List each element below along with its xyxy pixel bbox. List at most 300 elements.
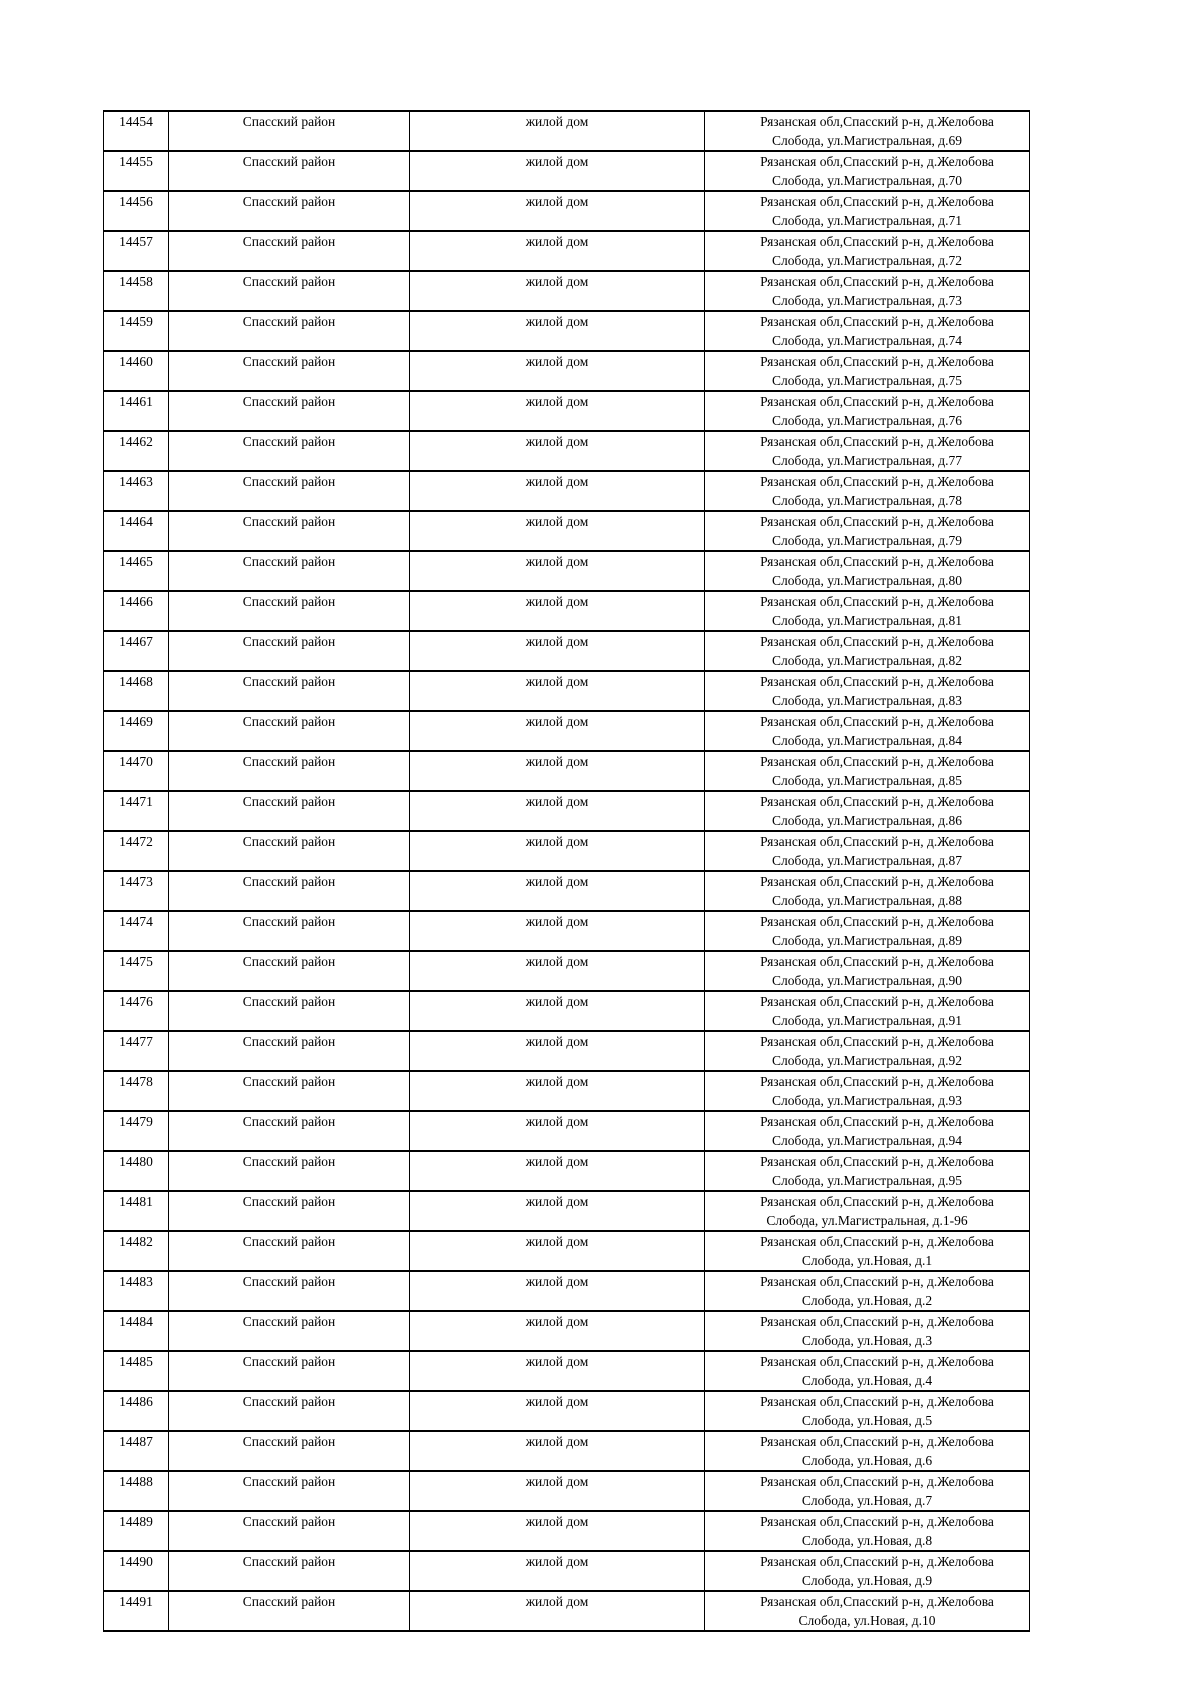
address-line-1: Рязанская обл,Спасский р-н, д.Желобова: [760, 994, 994, 1009]
table-row: [104, 871, 1030, 911]
row-number-cell: [104, 551, 169, 591]
object-type-text: жилой дом: [525, 1434, 589, 1449]
object-type-text: жилой дом: [525, 994, 589, 1009]
address-cell: [705, 471, 1030, 511]
table-row: [104, 1591, 1030, 1631]
row-number-text: 14484: [119, 1314, 153, 1329]
district-text: Спасский район: [242, 914, 336, 929]
address-cell: [705, 391, 1030, 431]
row-number-text: 14470: [119, 754, 153, 769]
address-cell: [705, 1191, 1030, 1231]
address-line-1: Рязанская обл,Спасский р-н, д.Желобова: [760, 474, 994, 489]
address-line-2: Слобода, ул.Магистральная, д.83: [771, 693, 963, 708]
district-text: Спасский район: [242, 1594, 336, 1609]
district-cell: [169, 1311, 410, 1351]
row-number-cell: [104, 831, 169, 871]
row-number-cell: [104, 1551, 169, 1591]
address-cell: [705, 1391, 1030, 1431]
address-line-1: Рязанская обл,Спасский р-н, д.Желобова: [760, 1514, 994, 1529]
object-type-cell: [410, 631, 705, 671]
object-type-cell: [410, 151, 705, 191]
table-row: [104, 1111, 1030, 1151]
object-type-cell: [410, 1591, 705, 1631]
row-number-cell: [104, 911, 169, 951]
address-cell: [705, 1071, 1030, 1111]
district-cell: [169, 231, 410, 271]
address-line-1: Рязанская обл,Спасский р-н, д.Желобова: [760, 1594, 994, 1609]
object-type-text: жилой дом: [525, 1514, 589, 1529]
district-cell: [169, 1351, 410, 1391]
address-line-2: Слобода, ул.Магистральная, д.91: [771, 1013, 963, 1028]
district-cell: [169, 1111, 410, 1151]
object-type-text: жилой дом: [525, 194, 589, 209]
district-text: Спасский район: [242, 154, 336, 169]
row-number-cell: [104, 1271, 169, 1311]
address-line-1: Рязанская обл,Спасский р-н, д.Желобова: [760, 954, 994, 969]
row-number-text: 14464: [119, 514, 153, 529]
address-cell: [705, 871, 1030, 911]
district-cell: [169, 1071, 410, 1111]
row-number-cell: [104, 1031, 169, 1071]
address-line-1: Рязанская обл,Спасский р-н, д.Желобова: [760, 874, 994, 889]
address-line-1: Рязанская обл,Спасский р-н, д.Желобова: [760, 1074, 994, 1089]
district-text: Спасский район: [242, 594, 336, 609]
district-cell: [169, 271, 410, 311]
object-type-cell: [410, 991, 705, 1031]
district-cell: [169, 871, 410, 911]
row-number-text: 14488: [119, 1474, 153, 1489]
object-type-cell: [410, 1311, 705, 1351]
address-line-1: Рязанская обл,Спасский р-н, д.Желобова: [760, 1474, 994, 1489]
row-number-text: 14472: [119, 834, 153, 849]
address-line-1: Рязанская обл,Спасский р-н, д.Желобова: [760, 394, 994, 409]
address-line-2: Слобода, ул.Новая, д.2: [801, 1293, 933, 1308]
object-type-cell: [410, 1191, 705, 1231]
table-row: [104, 791, 1030, 831]
row-number-cell: [104, 631, 169, 671]
district-cell: [169, 1431, 410, 1471]
address-cell: [705, 1311, 1030, 1351]
object-type-text: жилой дом: [525, 1234, 589, 1249]
row-number-cell: [104, 1311, 169, 1351]
district-cell: [169, 1551, 410, 1591]
object-type-text: жилой дом: [525, 1554, 589, 1569]
address-line-2: Слобода, ул.Магистральная, д.69: [771, 133, 963, 148]
object-type-cell: [410, 1151, 705, 1191]
row-number-cell: [104, 391, 169, 431]
row-number-cell: [104, 511, 169, 551]
address-cell: [705, 151, 1030, 191]
address-line-1: Рязанская обл,Спасский р-н, д.Желобова: [760, 1434, 994, 1449]
district-cell: [169, 1151, 410, 1191]
address-line-1: Рязанская обл,Спасский р-н, д.Желобова: [760, 274, 994, 289]
row-number-text: 14474: [119, 914, 153, 929]
object-type-cell: [410, 551, 705, 591]
row-number-text: 14482: [119, 1234, 153, 1249]
object-type-cell: [410, 1391, 705, 1431]
district-cell: [169, 391, 410, 431]
row-number-cell: [104, 111, 169, 151]
address-line-1: Рязанская обл,Спасский р-н, д.Желобова: [760, 194, 994, 209]
district-text: Спасский район: [242, 1234, 336, 1249]
address-line-1: Рязанская обл,Спасский р-н, д.Желобова: [760, 114, 994, 129]
table-row: [104, 951, 1030, 991]
table-row: [104, 311, 1030, 351]
address-cell: [705, 1511, 1030, 1551]
object-type-text: жилой дом: [525, 674, 589, 689]
address-cell: [705, 1271, 1030, 1311]
object-type-cell: [410, 1111, 705, 1151]
address-cell: [705, 951, 1030, 991]
district-cell: [169, 351, 410, 391]
district-cell: [169, 991, 410, 1031]
row-number-text: 14481: [119, 1194, 153, 1209]
district-text: Спасский район: [242, 514, 336, 529]
address-line-1: Рязанская обл,Спасский р-н, д.Желобова: [760, 634, 994, 649]
row-number-text: 14463: [119, 474, 153, 489]
row-number-cell: [104, 1351, 169, 1391]
row-number-cell: [104, 151, 169, 191]
district-cell: [169, 1231, 410, 1271]
address-line-1: Рязанская обл,Спасский р-н, д.Желобова: [760, 154, 994, 169]
object-type-text: жилой дом: [525, 794, 589, 809]
address-line-2: Слобода, ул.Магистральная, д.95: [771, 1173, 963, 1188]
address-cell: [705, 1111, 1030, 1151]
table-row: [104, 1551, 1030, 1591]
address-line-1: Рязанская обл,Спасский р-н, д.Желобова: [760, 1154, 994, 1169]
object-type-text: жилой дом: [525, 1034, 589, 1049]
district-cell: [169, 471, 410, 511]
district-text: Спасский район: [242, 394, 336, 409]
table-row: [104, 1231, 1030, 1271]
row-number-cell: [104, 1471, 169, 1511]
row-number-text: 14475: [119, 954, 153, 969]
row-number-cell: [104, 1191, 169, 1231]
object-type-text: жилой дом: [525, 554, 589, 569]
object-type-text: жилой дом: [525, 1154, 589, 1169]
object-type-text: жилой дом: [525, 234, 589, 249]
object-type-cell: [410, 311, 705, 351]
object-type-text: жилой дом: [525, 394, 589, 409]
district-text: Спасский район: [242, 1434, 336, 1449]
address-cell: [705, 351, 1030, 391]
object-type-cell: [410, 831, 705, 871]
address-line-2: Слобода, ул.Магистральная, д.94: [771, 1133, 963, 1148]
table-row: [104, 391, 1030, 431]
row-number-text: 14479: [119, 1114, 153, 1129]
address-line-2: Слобода, ул.Магистральная, д.74: [771, 333, 963, 348]
registry-table: [103, 110, 1030, 1632]
address-line-2: Слобода, ул.Магистральная, д.85: [771, 773, 963, 788]
district-text: Спасский район: [242, 114, 336, 129]
address-line-2: Слобода, ул.Новая, д.1: [801, 1253, 933, 1268]
table-row: [104, 751, 1030, 791]
address-cell: [705, 911, 1030, 951]
table-row: [104, 1511, 1030, 1551]
object-type-text: жилой дом: [525, 514, 589, 529]
row-number-text: 14457: [119, 234, 153, 249]
address-line-2: Слобода, ул.Новая, д.5: [801, 1413, 933, 1428]
table-row: [104, 1351, 1030, 1391]
address-line-2: Слобода, ул.Новая, д.7: [801, 1493, 933, 1508]
row-number-cell: [104, 1591, 169, 1631]
address-line-1: Рязанская обл,Спасский р-н, д.Желобова: [760, 1354, 994, 1369]
table-row: [104, 671, 1030, 711]
address-line-1: Рязанская обл,Спасский р-н, д.Желобова: [760, 1034, 994, 1049]
table-row: [104, 1431, 1030, 1471]
district-cell: [169, 711, 410, 751]
object-type-cell: [410, 1431, 705, 1471]
address-line-2: Слобода, ул.Магистральная, д.92: [771, 1053, 963, 1068]
district-text: Спасский район: [242, 234, 336, 249]
object-type-cell: [410, 431, 705, 471]
row-number-text: 14480: [119, 1154, 153, 1169]
district-cell: [169, 751, 410, 791]
row-number-text: 14456: [119, 194, 153, 209]
address-cell: [705, 711, 1030, 751]
address-line-1: Рязанская обл,Спасский р-н, д.Желобова: [760, 354, 994, 369]
district-cell: [169, 1591, 410, 1631]
address-line-2: Слобода, ул.Магистральная, д.73: [771, 293, 963, 308]
district-text: Спасский район: [242, 434, 336, 449]
table-row: [104, 1191, 1030, 1231]
table-row: [104, 711, 1030, 751]
district-cell: [169, 631, 410, 671]
district-text: Спасский район: [242, 1194, 336, 1209]
district-text: Спасский район: [242, 1474, 336, 1489]
registry-table-body: [104, 111, 1030, 1631]
address-line-1: Рязанская обл,Спасский р-н, д.Желобова: [760, 1234, 994, 1249]
address-cell: [705, 191, 1030, 231]
row-number-cell: [104, 351, 169, 391]
row-number-text: 14459: [119, 314, 153, 329]
object-type-cell: [410, 711, 705, 751]
row-number-text: 14462: [119, 434, 153, 449]
district-cell: [169, 591, 410, 631]
district-cell: [169, 1471, 410, 1511]
table-row: [104, 1311, 1030, 1351]
district-cell: [169, 551, 410, 591]
table-row: [104, 351, 1030, 391]
object-type-text: жилой дом: [525, 1114, 589, 1129]
address-line-1: Рязанская обл,Спасский р-н, д.Желобова: [760, 594, 994, 609]
address-cell: [705, 431, 1030, 471]
district-text: Спасский район: [242, 1514, 336, 1529]
address-cell: [705, 831, 1030, 871]
object-type-cell: [410, 791, 705, 831]
address-cell: [705, 271, 1030, 311]
row-number-text: 14487: [119, 1434, 153, 1449]
object-type-cell: [410, 1551, 705, 1591]
district-text: Спасский район: [242, 1554, 336, 1569]
district-text: Спасский район: [242, 1354, 336, 1369]
district-cell: [169, 911, 410, 951]
district-text: Спасский район: [242, 834, 336, 849]
address-line-1: Рязанская обл,Спасский р-н, д.Желобова: [760, 434, 994, 449]
object-type-cell: [410, 511, 705, 551]
table-row: [104, 831, 1030, 871]
table-row: [104, 471, 1030, 511]
address-line-1: Рязанская обл,Спасский р-н, д.Желобова: [760, 234, 994, 249]
table-row: [104, 551, 1030, 591]
address-line-2: Слобода, ул.Новая, д.3: [801, 1333, 933, 1348]
object-type-cell: [410, 111, 705, 151]
address-line-2: Слобода, ул.Магистральная, д.84: [771, 733, 963, 748]
object-type-text: жилой дом: [525, 714, 589, 729]
table-row: [104, 111, 1030, 151]
row-number-cell: [104, 951, 169, 991]
table-row: [104, 1471, 1030, 1511]
row-number-text: 14471: [119, 794, 153, 809]
table-row: [104, 591, 1030, 631]
object-type-cell: [410, 591, 705, 631]
address-cell: [705, 791, 1030, 831]
object-type-text: жилой дом: [525, 834, 589, 849]
table-row: [104, 431, 1030, 471]
object-type-cell: [410, 951, 705, 991]
object-type-cell: [410, 271, 705, 311]
address-cell: [705, 1591, 1030, 1631]
district-text: Спасский район: [242, 354, 336, 369]
address-line-2: Слобода, ул.Новая, д.6: [801, 1453, 933, 1468]
row-number-cell: [104, 471, 169, 511]
district-text: Спасский район: [242, 1114, 336, 1129]
object-type-text: жилой дом: [525, 154, 589, 169]
row-number-cell: [104, 311, 169, 351]
object-type-cell: [410, 1471, 705, 1511]
table-row: [104, 991, 1030, 1031]
object-type-text: жилой дом: [525, 874, 589, 889]
row-number-cell: [104, 1231, 169, 1271]
district-text: Спасский район: [242, 794, 336, 809]
table-row: [104, 271, 1030, 311]
district-text: Спасский район: [242, 554, 336, 569]
row-number-cell: [104, 791, 169, 831]
row-number-text: 14486: [119, 1394, 153, 1409]
address-line-2: Слобода, ул.Магистральная, д.81: [771, 613, 963, 628]
row-number-cell: [104, 1111, 169, 1151]
row-number-cell: [104, 1151, 169, 1191]
address-cell: [705, 1551, 1030, 1591]
table-row: [104, 1151, 1030, 1191]
address-line-1: Рязанская обл,Спасский р-н, д.Желобова: [760, 714, 994, 729]
object-type-text: жилой дом: [525, 274, 589, 289]
address-line-1: Рязанская обл,Спасский р-н, д.Желобова: [760, 754, 994, 769]
row-number-cell: [104, 751, 169, 791]
district-cell: [169, 111, 410, 151]
district-text: Спасский район: [242, 1074, 336, 1089]
row-number-cell: [104, 711, 169, 751]
object-type-text: жилой дом: [525, 914, 589, 929]
address-cell: [705, 631, 1030, 671]
address-line-2: Слобода, ул.Магистральная, д.80: [771, 573, 963, 588]
district-cell: [169, 1191, 410, 1231]
address-line-1: Рязанская обл,Спасский р-н, д.Желобова: [760, 314, 994, 329]
district-cell: [169, 311, 410, 351]
table-row: [104, 231, 1030, 271]
table-row: [104, 191, 1030, 231]
object-type-text: жилой дом: [525, 634, 589, 649]
address-line-2: Слобода, ул.Магистральная, д.86: [771, 813, 963, 828]
address-line-2: Слобода, ул.Магистральная, д.1-96: [766, 1213, 968, 1228]
district-text: Спасский район: [242, 1274, 336, 1289]
district-cell: [169, 1511, 410, 1551]
object-type-cell: [410, 871, 705, 911]
object-type-text: жилой дом: [525, 1274, 589, 1289]
object-type-cell: [410, 191, 705, 231]
district-text: Спасский район: [242, 754, 336, 769]
address-cell: [705, 551, 1030, 591]
address-line-2: Слобода, ул.Магистральная, д.72: [771, 253, 963, 268]
address-line-2: Слобода, ул.Магистральная, д.88: [771, 893, 963, 908]
row-number-text: 14478: [119, 1074, 153, 1089]
row-number-cell: [104, 871, 169, 911]
object-type-cell: [410, 351, 705, 391]
object-type-text: жилой дом: [525, 754, 589, 769]
object-type-text: жилой дом: [525, 314, 589, 329]
object-type-cell: [410, 231, 705, 271]
row-number-text: 14460: [119, 354, 153, 369]
object-type-cell: [410, 1351, 705, 1391]
table-row: [104, 1391, 1030, 1431]
row-number-text: 14485: [119, 1354, 153, 1369]
district-cell: [169, 951, 410, 991]
address-cell: [705, 671, 1030, 711]
object-type-text: жилой дом: [525, 434, 589, 449]
district-cell: [169, 431, 410, 471]
address-line-1: Рязанская обл,Спасский р-н, д.Желобова: [760, 834, 994, 849]
table-row: [104, 631, 1030, 671]
object-type-text: жилой дом: [525, 1594, 589, 1609]
row-number-text: 14468: [119, 674, 153, 689]
object-type-text: жилой дом: [525, 1314, 589, 1329]
district-cell: [169, 511, 410, 551]
district-cell: [169, 831, 410, 871]
object-type-cell: [410, 911, 705, 951]
district-cell: [169, 1391, 410, 1431]
address-line-2: Слобода, ул.Магистральная, д.75: [771, 373, 963, 388]
address-line-2: Слобода, ул.Магистральная, д.76: [771, 413, 963, 428]
object-type-cell: [410, 1271, 705, 1311]
district-text: Спасский район: [242, 474, 336, 489]
address-cell: [705, 1351, 1030, 1391]
district-cell: [169, 1271, 410, 1311]
row-number-text: 14458: [119, 274, 153, 289]
district-cell: [169, 151, 410, 191]
address-line-1: Рязанская обл,Спасский р-н, д.Желобова: [760, 674, 994, 689]
address-line-2: Слобода, ул.Новая, д.4: [801, 1373, 933, 1388]
object-type-text: жилой дом: [525, 1074, 589, 1089]
row-number-text: 14465: [119, 554, 153, 569]
object-type-text: жилой дом: [525, 1394, 589, 1409]
row-number-cell: [104, 231, 169, 271]
row-number-text: 14461: [119, 394, 153, 409]
object-type-text: жилой дом: [525, 1354, 589, 1369]
object-type-text: жилой дом: [525, 594, 589, 609]
object-type-cell: [410, 1071, 705, 1111]
address-cell: [705, 1151, 1030, 1191]
object-type-text: жилой дом: [525, 114, 589, 129]
district-cell: [169, 671, 410, 711]
district-text: Спасский район: [242, 274, 336, 289]
row-number-cell: [104, 1431, 169, 1471]
row-number-text: 14466: [119, 594, 153, 609]
table-row: [104, 511, 1030, 551]
address-line-2: Слобода, ул.Новая, д.10: [798, 1613, 936, 1628]
address-cell: [705, 511, 1030, 551]
table-row: [104, 151, 1030, 191]
address-cell: [705, 1231, 1030, 1271]
